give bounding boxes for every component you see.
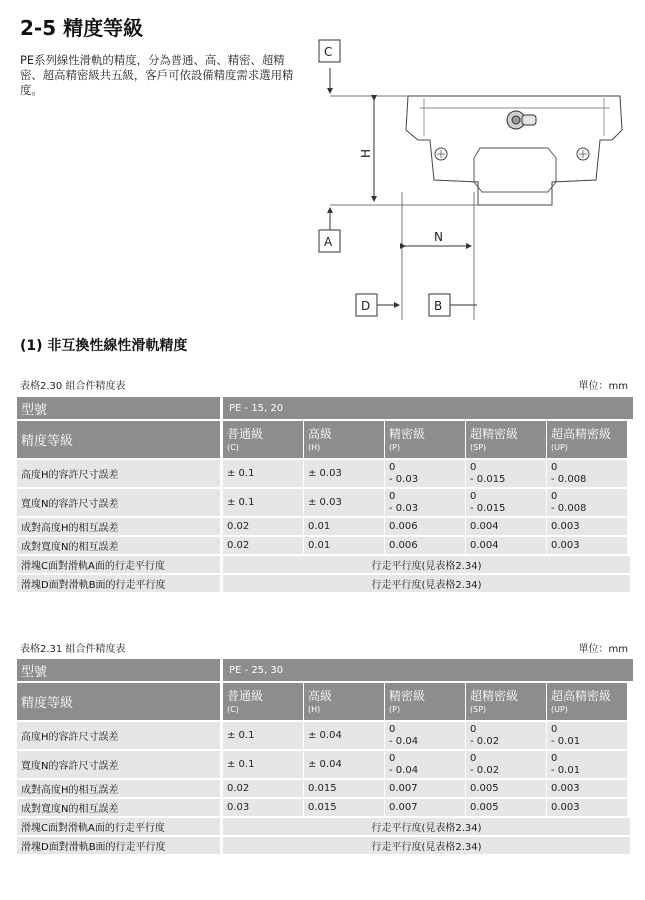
row-label: 高度H的容許尺寸誤差 xyxy=(17,460,220,487)
table-cell: 0 - 0.02 xyxy=(466,722,546,749)
row-label: 高度H的容許尺寸誤差 xyxy=(17,722,220,749)
table-cell: ± 0.1 xyxy=(223,751,303,778)
label-d: D xyxy=(361,299,371,313)
table-cell: 0.007 xyxy=(385,780,465,797)
table-cell: 0 - 0.015 xyxy=(466,489,546,516)
table-row xyxy=(17,799,630,816)
table-row xyxy=(17,518,630,535)
rail-dimension-diagram xyxy=(300,30,640,325)
row-label: 滑塊C面對滑軌A面的行走平行度 xyxy=(17,818,220,835)
table-cell: 0.01 xyxy=(304,537,384,554)
grade-label: 精度等級 xyxy=(17,421,220,458)
table-cell: 0 - 0.02 xyxy=(466,751,546,778)
table-span-cell: 行走平行度(見表格2.34) xyxy=(223,556,630,573)
row-label: 成對寬度N的相互誤差 xyxy=(17,799,220,816)
table-row xyxy=(17,780,630,797)
table-cell: ± 0.1 xyxy=(223,460,303,487)
table-cell: ± 0.03 xyxy=(304,460,384,487)
table-cell: 0.005 xyxy=(466,799,546,816)
accuracy-table-pe15-20 xyxy=(17,397,630,592)
grade-header: 高級 (H) xyxy=(304,421,384,458)
table-cell: ± 0.1 xyxy=(223,722,303,749)
table-cell: 0.015 xyxy=(304,780,384,797)
table-cell: 0 - 0.008 xyxy=(547,460,627,487)
table-header-model-row xyxy=(17,397,630,419)
table-cell: ± 0.04 xyxy=(304,751,384,778)
row-label: 滑塊D面對滑軌B面的行走平行度 xyxy=(17,575,220,592)
label-b: B xyxy=(434,299,443,313)
table-header-model-row xyxy=(17,659,630,681)
table-cell: 0.003 xyxy=(547,799,627,816)
table-row xyxy=(17,575,630,592)
grade-header: 超精密級 (SP) xyxy=(466,421,546,458)
table-row xyxy=(17,818,630,835)
grade-header: 超高精密級 (UP) xyxy=(547,421,627,458)
table-cell: ± 0.03 xyxy=(304,489,384,516)
table-row xyxy=(17,460,630,487)
row-label: 寬度N的容許尺寸誤差 xyxy=(17,489,220,516)
table-row xyxy=(17,556,630,573)
table-span-cell: 行走平行度(見表格2.34) xyxy=(223,575,630,592)
subsection-title: (1) 非互換性線性滑軌精度 xyxy=(20,338,188,354)
table-row xyxy=(17,837,630,854)
model-label: 型號 xyxy=(17,659,220,681)
table-cell: 0 - 0.03 xyxy=(385,460,465,487)
table-cell: 0.02 xyxy=(223,537,303,554)
grade-label: 精度等級 xyxy=(17,683,220,720)
table-cell: 0.004 xyxy=(466,537,546,554)
row-label: 滑塊D面對滑軌B面的行走平行度 xyxy=(17,837,220,854)
table-unit: 單位：mm xyxy=(578,644,628,655)
table-cell: ± 0.1 xyxy=(223,489,303,516)
table-cell: 0.007 xyxy=(385,799,465,816)
table-cell: 0.01 xyxy=(304,518,384,535)
intro-paragraph: PE系列線性滑軌的精度，分為普通、高、精密、超精密、超高精密級共五級，客戶可依設備精度需求選用精度。 xyxy=(20,53,294,97)
table-row xyxy=(17,722,630,749)
grade-header: 高級 (H) xyxy=(304,683,384,720)
table-cell: 0.003 xyxy=(547,537,627,554)
row-label: 成對高度H的相互誤差 xyxy=(17,518,220,535)
page-title: 2-5 精度等級 xyxy=(20,16,144,40)
label-h: H xyxy=(359,148,373,158)
table-cell: 0.02 xyxy=(223,518,303,535)
model-label: 型號 xyxy=(17,397,220,419)
table-cell: 0 - 0.015 xyxy=(466,460,546,487)
table-cell: 0.006 xyxy=(385,537,465,554)
grease-nipple-icon xyxy=(507,111,536,129)
grade-header: 超精密級 (SP) xyxy=(466,683,546,720)
table-header-grade-row xyxy=(17,421,630,458)
table-cell: 0 - 0.01 xyxy=(547,751,627,778)
accuracy-table-pe25-30 xyxy=(17,659,630,854)
grade-header: 精密級 (P) xyxy=(385,683,465,720)
table-row xyxy=(17,751,630,778)
table-cell: 0 - 0.04 xyxy=(385,751,465,778)
row-label: 成對高度H的相互誤差 xyxy=(17,780,220,797)
table-cell: 0.005 xyxy=(466,780,546,797)
table-cell: 0.02 xyxy=(223,780,303,797)
table-cell: 0.015 xyxy=(304,799,384,816)
table-header-grade-row xyxy=(17,683,630,720)
grade-header: 超高精密級 (UP) xyxy=(547,683,627,720)
table-cell: 0.003 xyxy=(547,518,627,535)
table-row xyxy=(17,489,630,516)
table-cell: 0 - 0.03 xyxy=(385,489,465,516)
table-caption: 表格2.31 組合件精度表 xyxy=(20,644,126,655)
row-label: 滑塊C面對滑軌A面的行走平行度 xyxy=(17,556,220,573)
table-span-cell: 行走平行度(見表格2.34) xyxy=(223,837,630,854)
table-cell: 0.003 xyxy=(547,780,627,797)
label-n: N xyxy=(434,230,443,244)
table-cell: 0.006 xyxy=(385,518,465,535)
grade-header: 普通級 (C) xyxy=(223,421,303,458)
table-cell: ± 0.04 xyxy=(304,722,384,749)
label-c: C xyxy=(324,45,333,59)
table-unit: 單位：mm xyxy=(578,381,628,392)
row-label: 寬度N的容許尺寸誤差 xyxy=(17,751,220,778)
model-value: PE - 15, 20 xyxy=(223,397,633,419)
table-cell: 0.004 xyxy=(466,518,546,535)
grade-header: 普通級 (C) xyxy=(223,683,303,720)
label-a: A xyxy=(324,235,333,249)
grade-header: 精密級 (P) xyxy=(385,421,465,458)
row-label: 成對寬度N的相互誤差 xyxy=(17,537,220,554)
table-caption: 表格2.30 組合件精度表 xyxy=(20,381,126,392)
table-row xyxy=(17,537,630,554)
model-value: PE - 25, 30 xyxy=(223,659,633,681)
table-span-cell: 行走平行度(見表格2.34) xyxy=(223,818,630,835)
table-cell: 0.03 xyxy=(223,799,303,816)
table-cell: 0 - 0.04 xyxy=(385,722,465,749)
table-cell: 0 - 0.01 xyxy=(547,722,627,749)
table-cell: 0 - 0.008 xyxy=(547,489,627,516)
